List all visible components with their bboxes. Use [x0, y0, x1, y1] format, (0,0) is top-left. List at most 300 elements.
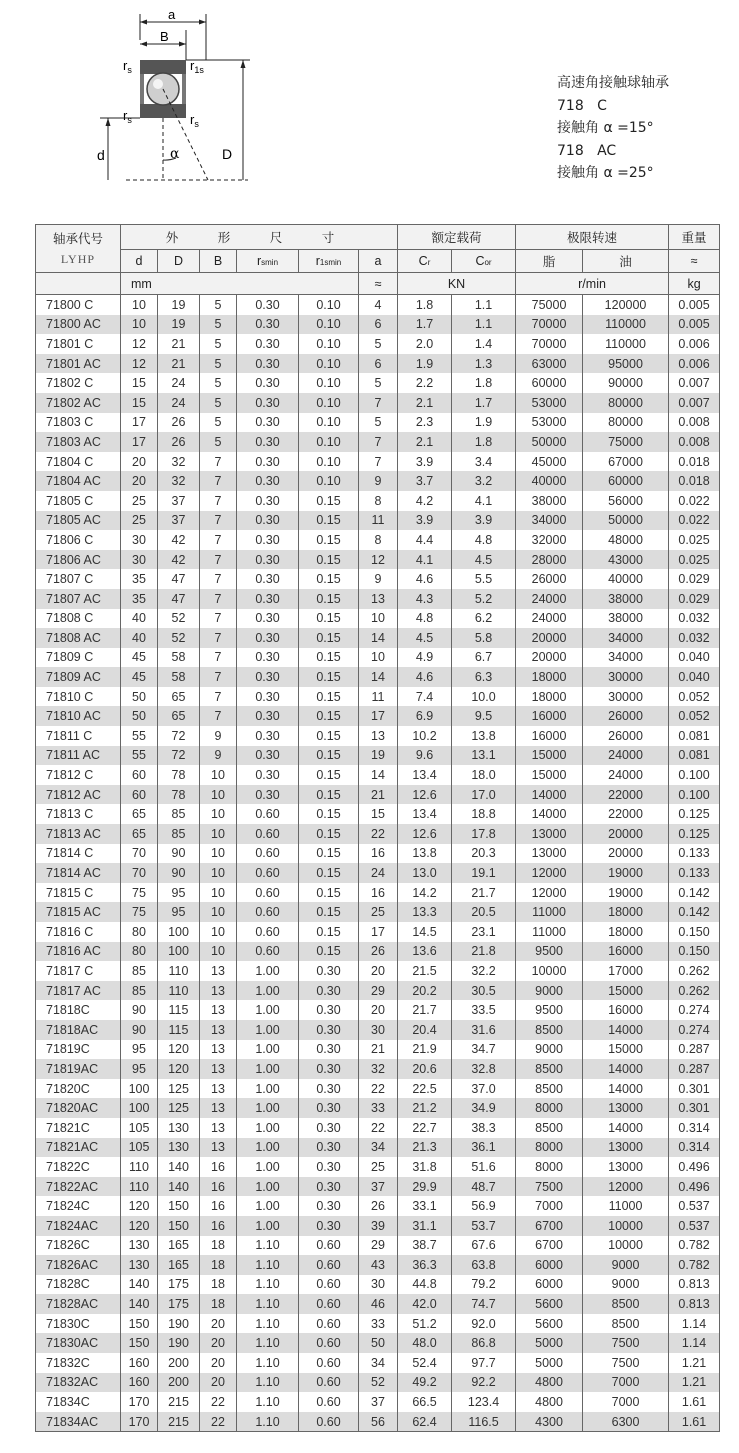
cell-B: 5 [200, 295, 237, 315]
cell-D: 200 [158, 1373, 200, 1393]
cell-weight: 0.125 [669, 824, 720, 844]
cell-D: 100 [158, 942, 200, 962]
cell-cor: 1.3 [452, 354, 516, 374]
cell-B: 7 [200, 452, 237, 472]
cell-r1smin: 0.10 [299, 295, 359, 315]
cell-r1smin: 0.15 [299, 667, 359, 687]
cell-cor: 4.1 [452, 491, 516, 511]
cell-cr: 29.9 [398, 1177, 452, 1197]
cell-d: 105 [121, 1138, 158, 1158]
cell-grease: 75000 [516, 295, 583, 315]
cell-cr: 12.6 [398, 785, 452, 805]
table-row [36, 550, 720, 570]
cell-B: 13 [200, 981, 237, 1001]
cell-d: 10 [121, 295, 158, 315]
col-d: d [121, 250, 158, 273]
cell-d: 120 [121, 1196, 158, 1216]
cell-cor: 1.1 [452, 315, 516, 335]
cell-code: 71810 AC [36, 706, 121, 726]
cell-B: 13 [200, 961, 237, 981]
cell-grease: 9500 [516, 1000, 583, 1020]
cell-cr: 13.3 [398, 902, 452, 922]
cell-weight: 1.61 [669, 1412, 720, 1432]
cell-d: 50 [121, 687, 158, 707]
cell-D: 215 [158, 1392, 200, 1412]
series-ac: 718 AC [557, 142, 617, 159]
cell-rsmin: 1.00 [237, 1157, 299, 1177]
cell-a: 25 [359, 902, 398, 922]
cell-code: 71824C [36, 1196, 121, 1216]
cell-D: 47 [158, 589, 200, 609]
cell-oil: 10000 [583, 1216, 669, 1236]
table-row [36, 844, 720, 864]
cell-a: 34 [359, 1138, 398, 1158]
cell-r1smin: 0.30 [299, 1059, 359, 1079]
cell-rsmin: 1.10 [237, 1314, 299, 1334]
cell-D: 110 [158, 961, 200, 981]
cell-oil: 22000 [583, 804, 669, 824]
cell-grease: 8500 [516, 1079, 583, 1099]
cell-code: 71806 C [36, 530, 121, 550]
table-row [36, 1275, 720, 1295]
cell-rsmin: 0.30 [237, 569, 299, 589]
cell-r1smin: 0.10 [299, 315, 359, 335]
cell-d: 12 [121, 354, 158, 374]
cell-grease: 7500 [516, 1177, 583, 1197]
cell-a: 11 [359, 687, 398, 707]
cell-a: 8 [359, 491, 398, 511]
cell-oil: 75000 [583, 432, 669, 452]
cell-weight: 1.21 [669, 1353, 720, 1373]
cell-grease: 70000 [516, 334, 583, 354]
cell-rsmin: 0.60 [237, 844, 299, 864]
cell-code: 71811 AC [36, 746, 121, 766]
table-row [36, 726, 720, 746]
cell-D: 95 [158, 883, 200, 903]
cell-a: 14 [359, 765, 398, 785]
cell-a: 43 [359, 1255, 398, 1275]
cell-B: 9 [200, 746, 237, 766]
cell-r1smin: 0.15 [299, 726, 359, 746]
cell-code: 71805 C [36, 491, 121, 511]
cell-cor: 32.8 [452, 1059, 516, 1079]
cell-weight: 0.081 [669, 726, 720, 746]
cell-grease: 18000 [516, 687, 583, 707]
cell-rsmin: 1.10 [237, 1333, 299, 1353]
cell-d: 65 [121, 824, 158, 844]
cell-grease: 5600 [516, 1294, 583, 1314]
cell-weight: 0.125 [669, 804, 720, 824]
table-row [36, 1138, 720, 1158]
cell-D: 65 [158, 706, 200, 726]
contact-angle-c: 接触角 α =15° [557, 120, 654, 136]
cell-B: 7 [200, 667, 237, 687]
cell-B: 10 [200, 863, 237, 883]
cell-r1smin: 0.15 [299, 589, 359, 609]
cell-grease: 6700 [516, 1236, 583, 1256]
cell-cor: 20.3 [452, 844, 516, 864]
table-row [36, 1255, 720, 1275]
cell-d: 90 [121, 1000, 158, 1020]
cell-rsmin: 1.10 [237, 1373, 299, 1393]
cell-D: 65 [158, 687, 200, 707]
table-row [36, 295, 720, 315]
cell-d: 50 [121, 706, 158, 726]
cell-a: 32 [359, 1059, 398, 1079]
table-row [36, 530, 720, 550]
cell-grease: 13000 [516, 824, 583, 844]
cell-cr: 48.0 [398, 1333, 452, 1353]
cell-d: 40 [121, 628, 158, 648]
cell-a: 17 [359, 706, 398, 726]
inner-ring [140, 104, 186, 118]
cell-cr: 21.2 [398, 1098, 452, 1118]
cell-oil: 80000 [583, 413, 669, 433]
cell-weight: 1.14 [669, 1314, 720, 1334]
cell-r1smin: 0.15 [299, 942, 359, 962]
cell-a: 21 [359, 785, 398, 805]
cell-code: 71803 C [36, 413, 121, 433]
col-cor: Cor [452, 250, 516, 273]
table-row [36, 452, 720, 472]
cell-grease: 11000 [516, 922, 583, 942]
cell-d: 75 [121, 902, 158, 922]
cell-weight: 0.314 [669, 1138, 720, 1158]
cell-code: 71808 C [36, 609, 121, 629]
cell-oil: 20000 [583, 824, 669, 844]
cell-D: 26 [158, 413, 200, 433]
cell-cr: 4.3 [398, 589, 452, 609]
cell-a: 8 [359, 530, 398, 550]
table-row [36, 1353, 720, 1373]
cell-D: 37 [158, 511, 200, 531]
cell-weight: 0.052 [669, 687, 720, 707]
cell-d: 30 [121, 530, 158, 550]
cell-D: 52 [158, 628, 200, 648]
cell-cor: 56.9 [452, 1196, 516, 1216]
cell-code: 71822AC [36, 1177, 121, 1197]
cell-d: 60 [121, 765, 158, 785]
cell-d: 12 [121, 334, 158, 354]
cell-cor: 13.1 [452, 746, 516, 766]
cell-r1smin: 0.60 [299, 1255, 359, 1275]
cell-cor: 4.5 [452, 550, 516, 570]
cell-oil: 17000 [583, 961, 669, 981]
cell-a: 26 [359, 1196, 398, 1216]
cell-code: 71826C [36, 1236, 121, 1256]
cell-r1smin: 0.15 [299, 511, 359, 531]
cell-weight: 0.496 [669, 1157, 720, 1177]
table-row [36, 1079, 720, 1099]
bearing-diagram [0, 0, 300, 200]
cell-rsmin: 0.30 [237, 785, 299, 805]
cell-D: 175 [158, 1275, 200, 1295]
cell-r1smin: 0.10 [299, 471, 359, 491]
cell-oil: 20000 [583, 844, 669, 864]
cell-a: 16 [359, 883, 398, 903]
cell-D: 52 [158, 609, 200, 629]
cell-D: 190 [158, 1314, 200, 1334]
cell-cor: 21.8 [452, 942, 516, 962]
cell-code: 71802 C [36, 373, 121, 393]
r1s-label: $r_{1s}$ [190, 58, 204, 75]
cell-oil: 34000 [583, 628, 669, 648]
cell-r1smin: 0.15 [299, 902, 359, 922]
cell-grease: 13000 [516, 844, 583, 864]
cell-r1smin: 0.15 [299, 785, 359, 805]
cell-rsmin: 1.00 [237, 1059, 299, 1079]
cell-r1smin: 0.30 [299, 1098, 359, 1118]
cell-weight: 0.142 [669, 883, 720, 903]
cell-grease: 6700 [516, 1216, 583, 1236]
cell-r1smin: 0.60 [299, 1392, 359, 1412]
cell-a: 4 [359, 295, 398, 315]
cell-oil: 110000 [583, 334, 669, 354]
cell-code: 71811 C [36, 726, 121, 746]
cell-a: 13 [359, 726, 398, 746]
cell-grease: 11000 [516, 902, 583, 922]
cell-code: 71800 C [36, 295, 121, 315]
cell-code: 71832C [36, 1353, 121, 1373]
cell-oil: 13000 [583, 1098, 669, 1118]
cell-r1smin: 0.15 [299, 824, 359, 844]
table-row [36, 706, 720, 726]
cell-cr: 2.1 [398, 432, 452, 452]
cell-cr: 21.5 [398, 961, 452, 981]
cell-weight: 0.007 [669, 373, 720, 393]
cell-D: 120 [158, 1059, 200, 1079]
table-row [36, 863, 720, 883]
cell-grease: 53000 [516, 413, 583, 433]
cell-D: 115 [158, 1000, 200, 1020]
cell-D: 85 [158, 824, 200, 844]
cell-weight: 0.782 [669, 1236, 720, 1256]
cell-code: 71816 AC [36, 942, 121, 962]
cell-cr: 2.2 [398, 373, 452, 393]
cell-a: 39 [359, 1216, 398, 1236]
cell-grease: 20000 [516, 628, 583, 648]
cell-rsmin: 1.10 [237, 1412, 299, 1432]
cell-cr: 33.1 [398, 1196, 452, 1216]
cell-weight: 1.14 [669, 1333, 720, 1353]
cell-cor: 1.8 [452, 432, 516, 452]
cell-grease: 10000 [516, 961, 583, 981]
cell-D: 90 [158, 863, 200, 883]
cell-d: 15 [121, 373, 158, 393]
cell-d: 110 [121, 1177, 158, 1197]
rs-label-top: $r_s$ [123, 58, 132, 75]
cell-r1smin: 0.15 [299, 804, 359, 824]
cell-a: 22 [359, 824, 398, 844]
cell-weight: 0.022 [669, 511, 720, 531]
cell-a: 20 [359, 1000, 398, 1020]
cell-cor: 19.1 [452, 863, 516, 883]
cell-code: 71816 C [36, 922, 121, 942]
cell-B: 10 [200, 785, 237, 805]
cell-oil: 16000 [583, 1000, 669, 1020]
cell-r1smin: 0.10 [299, 373, 359, 393]
cell-r1smin: 0.10 [299, 354, 359, 374]
cell-D: 47 [158, 569, 200, 589]
cell-B: 7 [200, 530, 237, 550]
cell-cr: 13.4 [398, 804, 452, 824]
cell-grease: 8000 [516, 1098, 583, 1118]
cell-d: 140 [121, 1275, 158, 1295]
cell-cr: 4.1 [398, 550, 452, 570]
cell-a: 11 [359, 511, 398, 531]
cell-d: 150 [121, 1314, 158, 1334]
cell-cr: 21.3 [398, 1138, 452, 1158]
cell-rsmin: 0.30 [237, 452, 299, 472]
cell-cor: 1.4 [452, 334, 516, 354]
cell-B: 7 [200, 569, 237, 589]
cell-a: 5 [359, 413, 398, 433]
cell-oil: 7000 [583, 1373, 669, 1393]
cell-cr: 20.2 [398, 981, 452, 1001]
cell-d: 40 [121, 609, 158, 629]
cell-D: 190 [158, 1333, 200, 1353]
cell-D: 72 [158, 746, 200, 766]
table-row [36, 315, 720, 335]
cell-cr: 22.7 [398, 1118, 452, 1138]
cell-oil: 90000 [583, 373, 669, 393]
dim-a-label: a [168, 7, 176, 22]
cell-d: 100 [121, 1079, 158, 1099]
cell-cor: 1.7 [452, 393, 516, 413]
cell-a: 10 [359, 609, 398, 629]
table-row [36, 687, 720, 707]
cell-oil: 9000 [583, 1255, 669, 1275]
cell-cr: 14.2 [398, 883, 452, 903]
table-row [36, 432, 720, 452]
cell-weight: 0.496 [669, 1177, 720, 1197]
unit-approx: ≈ [359, 273, 398, 295]
cell-r1smin: 0.15 [299, 609, 359, 629]
cell-D: 58 [158, 667, 200, 687]
cell-cor: 3.4 [452, 452, 516, 472]
cell-weight: 0.274 [669, 1020, 720, 1040]
cell-cr: 3.7 [398, 471, 452, 491]
cell-B: 5 [200, 373, 237, 393]
cell-oil: 38000 [583, 609, 669, 629]
cell-r1smin: 0.30 [299, 1157, 359, 1177]
bearing-spec-table [35, 224, 720, 1432]
cell-a: 34 [359, 1353, 398, 1373]
cell-r1smin: 0.30 [299, 1118, 359, 1138]
cell-grease: 60000 [516, 373, 583, 393]
cell-oil: 7500 [583, 1353, 669, 1373]
cell-grease: 8000 [516, 1138, 583, 1158]
cell-cr: 1.9 [398, 354, 452, 374]
cell-grease: 7000 [516, 1196, 583, 1216]
cell-B: 10 [200, 942, 237, 962]
cell-cr: 21.7 [398, 1000, 452, 1020]
cell-grease: 14000 [516, 804, 583, 824]
cell-rsmin: 0.30 [237, 746, 299, 766]
cell-D: 125 [158, 1079, 200, 1099]
cell-B: 20 [200, 1373, 237, 1393]
cell-B: 5 [200, 354, 237, 374]
cell-d: 170 [121, 1412, 158, 1432]
table-body [36, 295, 720, 1432]
cell-cor: 51.6 [452, 1157, 516, 1177]
cell-grease: 24000 [516, 609, 583, 629]
cell-a: 24 [359, 863, 398, 883]
col-oil: 油 [583, 250, 669, 273]
cell-B: 10 [200, 824, 237, 844]
cell-grease: 5600 [516, 1314, 583, 1334]
table-row [36, 609, 720, 629]
cell-cr: 21.9 [398, 1040, 452, 1060]
cell-d: 20 [121, 452, 158, 472]
cell-D: 130 [158, 1118, 200, 1138]
cell-d: 130 [121, 1255, 158, 1275]
header-load: 额定载荷 [398, 225, 516, 250]
cell-oil: 7000 [583, 1392, 669, 1412]
cell-rsmin: 0.30 [237, 471, 299, 491]
cell-D: 58 [158, 648, 200, 668]
cell-r1smin: 0.30 [299, 1216, 359, 1236]
cell-grease: 6000 [516, 1255, 583, 1275]
cell-a: 22 [359, 1118, 398, 1138]
table-row [36, 1392, 720, 1412]
cell-oil: 22000 [583, 785, 669, 805]
cell-oil: 6300 [583, 1412, 669, 1432]
cell-cr: 1.8 [398, 295, 452, 315]
cell-d: 85 [121, 961, 158, 981]
cell-cor: 34.7 [452, 1040, 516, 1060]
cell-r1smin: 0.15 [299, 706, 359, 726]
cell-B: 7 [200, 589, 237, 609]
cell-B: 13 [200, 1098, 237, 1118]
cell-grease: 15000 [516, 765, 583, 785]
cell-rsmin: 0.30 [237, 589, 299, 609]
cell-code: 71808 AC [36, 628, 121, 648]
cell-oil: 26000 [583, 706, 669, 726]
cell-cor: 10.0 [452, 687, 516, 707]
cell-rsmin: 1.10 [237, 1353, 299, 1373]
cell-rsmin: 0.30 [237, 432, 299, 452]
cell-d: 45 [121, 667, 158, 687]
cell-D: 19 [158, 295, 200, 315]
cell-d: 17 [121, 432, 158, 452]
cell-rsmin: 0.30 [237, 687, 299, 707]
cell-oil: 11000 [583, 1196, 669, 1216]
cell-rsmin: 0.30 [237, 393, 299, 413]
cell-r1smin: 0.15 [299, 863, 359, 883]
cell-code: 71820AC [36, 1098, 121, 1118]
cell-B: 16 [200, 1196, 237, 1216]
table-row [36, 1000, 720, 1020]
cell-rsmin: 0.60 [237, 863, 299, 883]
table-row [36, 1157, 720, 1177]
cell-rsmin: 1.00 [237, 1079, 299, 1099]
cell-B: 18 [200, 1275, 237, 1295]
cell-a: 50 [359, 1333, 398, 1353]
cell-grease: 14000 [516, 785, 583, 805]
cell-B: 10 [200, 902, 237, 922]
cell-oil: 95000 [583, 354, 669, 374]
cell-cr: 62.4 [398, 1412, 452, 1432]
cell-cor: 33.5 [452, 1000, 516, 1020]
cell-r1smin: 0.60 [299, 1373, 359, 1393]
cell-cr: 22.5 [398, 1079, 452, 1099]
cell-code: 71834AC [36, 1412, 121, 1432]
cell-oil: 80000 [583, 393, 669, 413]
cell-rsmin: 0.30 [237, 667, 299, 687]
cell-cr: 4.4 [398, 530, 452, 550]
cell-cor: 17.0 [452, 785, 516, 805]
